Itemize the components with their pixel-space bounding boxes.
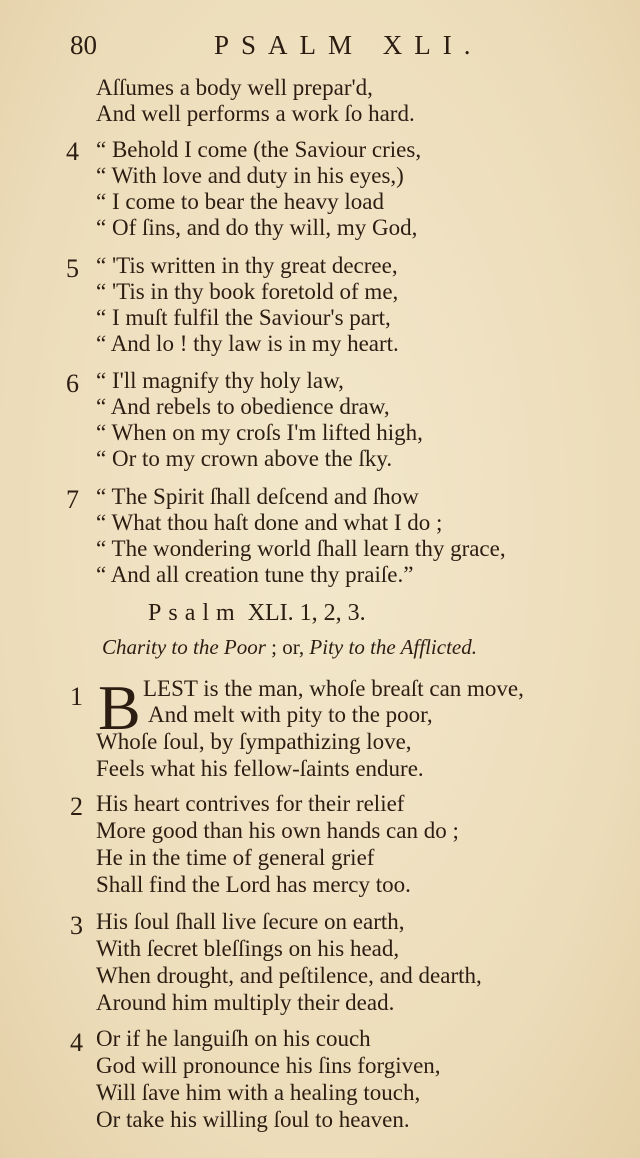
verse-line: Will ſave him with a healing touch, [96,1080,421,1105]
verse-number: 7 [66,485,79,514]
psalm-verses: 1, 2, 3. [299,600,366,626]
verse-line: And well performs a work ſo hard. [96,101,415,126]
verse-number: 6 [66,369,79,398]
verse-line: “ What thou haſt done and what I do ; [96,510,443,535]
verse-line: Or take his willing ſoul to heaven. [96,1107,410,1132]
verse-line: Feels what his fellow-ſaints endure. [96,756,424,781]
verse-line: “ Behold I come (the Saviour cries, [96,137,422,162]
verse-line: And melt with pity to the poor, [148,702,433,727]
verse-line: Whoſe ſoul, by ſympathizing love, [96,729,412,754]
verse-line: “ And rebels to obedience draw, [96,394,390,419]
verse-line: “ The Spirit ſhall deſcend and ſhow [96,484,419,509]
verse-line: Or if he languiſh on his couch [96,1026,371,1051]
verse-line: His heart contrives for their relief [96,791,405,816]
verse-line: “ I come to bear the heavy load [96,189,385,214]
verse-line: His ſoul ſhall live ſecure on earth, [96,909,405,934]
verse-number: 1 [70,682,83,711]
running-title: PSALM XLI. [214,30,483,60]
subtitle-part1: Charity to the Poor [102,635,266,659]
psalm-heading [148,600,366,627]
verse-line: “ I muſt fulfil the Saviour's part, [96,305,391,330]
verse-line: Aſſumes a body well prepar'd, [96,75,373,100]
drop-cap: B [98,672,141,743]
verse-line: LEST is the man, whoſe breaſt can move, [143,676,524,701]
page-number: 80 [70,30,97,60]
verse-line: “ And lo ! thy law is in my heart. [96,331,399,356]
verse-line: Shall find the Lord has mercy too. [96,872,411,897]
verse-line: “ And all creation tune thy praiſe.” [96,562,414,587]
psalm-label: Psalm [148,600,242,626]
verse-line: “ Of ſins, and do thy will, my God, [96,215,418,240]
psalm-number: XLI. [247,600,294,626]
verse-line: Around him multiply their dead. [96,990,395,1015]
verse-line: “ 'Tis in thy book foretold of me, [96,279,399,304]
verse-line: When drought, and peſtilence, and dearth, [96,963,482,988]
verse-line: “ I'll magnify thy holy law, [96,368,344,393]
verse-line: “ Or to my crown above the ſky. [96,446,393,471]
verse-number: 5 [66,254,79,283]
psalm-subtitle [102,635,477,660]
subtitle-part2: Pity to the Afflicted. [309,635,477,659]
verse-line: With ſecret bleſſings on his head, [96,936,400,961]
subtitle-separator: ; or, [271,635,305,659]
verse-number: 4 [66,137,79,166]
verse-number: 3 [70,911,83,940]
verse-line: God will pronounce his ſins forgiven, [96,1053,441,1078]
verse-number: 2 [70,792,83,821]
verse-number: 4 [70,1028,83,1057]
verse-line: “ The wondering world ſhall learn thy grace, [96,536,506,561]
verse-line: “ With love and duty in his eyes,) [96,163,404,188]
verse-line: He in the time of general grief [96,845,375,870]
verse-line: “ When on my croſs I'm lifted high, [96,420,423,445]
running-head [70,30,520,64]
verse-line: More good than his own hands can do ; [96,818,459,843]
verse-line: “ 'Tis written in thy great decree, [96,253,398,278]
